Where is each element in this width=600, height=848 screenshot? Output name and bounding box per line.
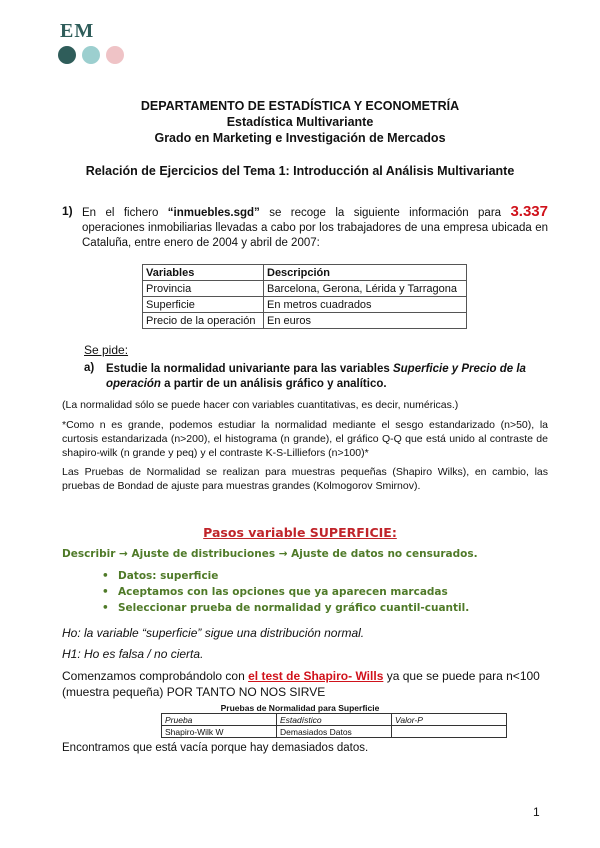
list-item — [102, 568, 469, 584]
shapiro-post: ya que se puede para n<100 (muestra pequeña) POR TANTO NO NOS SIRVE — [62, 669, 540, 699]
shapiro-pre: Comenzamos comprobándolo con — [62, 669, 249, 683]
table-header-row — [162, 714, 507, 726]
logo-dot-dark — [58, 46, 76, 64]
course-title: Estadística Multivariante — [226, 115, 374, 129]
question-letter: a) — [84, 362, 95, 374]
exercise-post: operaciones inmobiliarias llevadas a cabo por los trabajadores de una empresa ubicada en Cataluña, entre enero de 2004 y abril de 2007: — [82, 222, 548, 249]
table-row — [143, 313, 467, 329]
table-cell: Superficie — [143, 297, 264, 313]
variables-table — [142, 264, 467, 329]
se-pide-label: Se pide: — [84, 343, 129, 357]
header-cell: Variables — [143, 265, 264, 281]
steps-list — [102, 568, 470, 616]
header-cell: Valor-P — [392, 714, 507, 726]
list-item-text: Aceptamos con las opciones que ya aparecen marcadas — [118, 586, 448, 598]
logo-dot-teal — [82, 46, 100, 64]
bullet-icon: • — [102, 586, 109, 598]
exercise-pre: En el fichero — [82, 207, 168, 219]
logo-text: EM — [60, 20, 95, 42]
table-cell: En euros — [264, 313, 467, 329]
steps-title: Pasos variable SUPERFICIE: — [203, 525, 397, 540]
question-pre: Estudie la normalidad univariante para las variables — [106, 363, 393, 375]
table-cell: Provincia — [143, 281, 264, 297]
exercise-mid: se recoge la siguiente información para — [259, 207, 511, 219]
degree-title: Grado en Marketing e Investigación de Mercados — [154, 131, 446, 145]
note-normality-methods: *Como n es grande, podemos estudiar la normalidad mediante el sesgo estandarizado (n>50), la curtosis estandarizada (n>200), el histograma (n grande), el gráfico Q-Q que está unido al contraste de shapiro-wilk (n grande y peq) y el contraste K-S-Lilliefors (n>100)* — [62, 419, 548, 459]
bullet-icon: • — [102, 570, 109, 582]
table-cell: Barcelona, Gerona, Lérida y Tarragona — [264, 281, 467, 297]
normality-table — [161, 713, 507, 738]
header-cell: Estadístico — [277, 714, 392, 726]
table-cell: Shapiro-Wilk W — [162, 726, 277, 738]
alternative-hypothesis: H1: Ho es falsa / no cierta. — [62, 647, 204, 661]
table-row — [143, 281, 467, 297]
operation-count: 3.337 — [510, 203, 548, 220]
shapiro-test-link: el test de Shapiro- Wills — [248, 669, 384, 683]
exercise-set-title: Relación de Ejercicios del Tema 1: Introducción al Análisis Multivariante — [85, 164, 515, 178]
null-hypothesis: Ho: la variable “superficie” sigue una distribución normal. — [62, 626, 365, 640]
question-post: a partir de un análisis gráfico y analítico. — [160, 378, 387, 390]
table-cell: En metros cuadrados — [264, 297, 467, 313]
header-cell: Prueba — [162, 714, 277, 726]
file-name: “inmuebles.sgd” — [167, 207, 260, 219]
question-text — [106, 362, 546, 392]
list-item — [102, 584, 469, 600]
table-row — [162, 726, 507, 738]
table-cell: Precio de la operación — [143, 313, 264, 329]
exercise-statement — [82, 204, 548, 251]
logo-dot-pink — [106, 46, 124, 64]
note-tests: Las Pruebas de Normalidad se realizan para muestras pequeñas (Shapiro Wilks), en cambio, las pruebas de Bondad de ajuste para muestras grandes (Kolmogorov Smirnov). — [62, 466, 548, 492]
exercise-number: 1) — [62, 204, 73, 218]
menu-path: Describir → Ajuste de distribuciones → Ajuste de datos no censurados. — [62, 548, 478, 560]
department-title: DEPARTAMENTO DE ESTADÍSTICA Y ECONOMETRÍA — [140, 99, 460, 113]
normality-table-title: Pruebas de Normalidad para Superficie — [220, 703, 380, 713]
page-number: 1 — [533, 805, 540, 819]
note-quantitative: (La normalidad sólo se puede hacer con variables cuantitativas, es decir, numéricas.) — [62, 399, 459, 411]
table-cell: Demasiados Datos — [277, 726, 392, 738]
list-item-text: Datos: superficie — [118, 570, 219, 582]
question-variables: Superficie y Precio de la operación — [106, 363, 526, 390]
conclusion-text: Encontramos que está vacía porque hay demasiados datos. — [62, 742, 369, 754]
table-header-row — [143, 265, 467, 281]
header-cell: Descripción — [264, 265, 467, 281]
bullet-icon: • — [102, 602, 109, 614]
shapiro-paragraph — [62, 668, 548, 700]
table-cell — [392, 726, 507, 738]
list-item — [102, 600, 470, 616]
table-row — [143, 297, 467, 313]
list-item-text: Seleccionar prueba de normalidad y gráfico cuantil-cuantil. — [118, 602, 470, 614]
